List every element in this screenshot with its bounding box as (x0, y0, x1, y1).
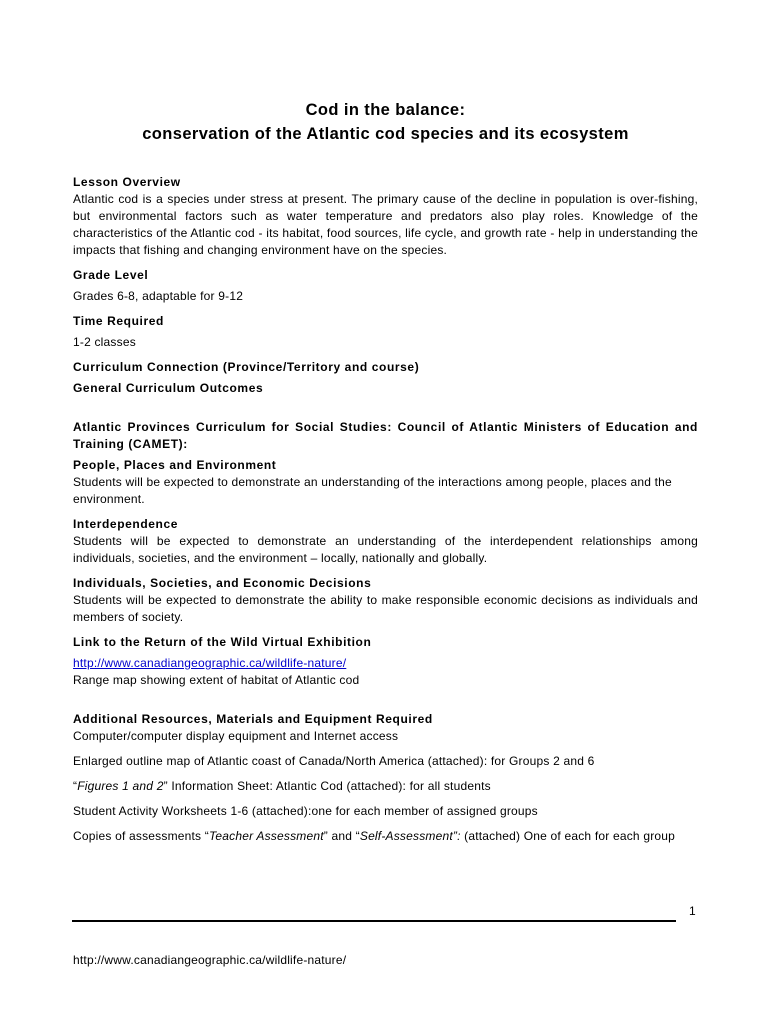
resources-heading: Additional Resources, Materials and Equipment Required (73, 712, 433, 726)
atlantic-curriculum-heading: Atlantic Provinces Curriculum for Social Studies: Council of Atlantic Ministers of Education and Training (CAMET): (73, 420, 698, 451)
time-required-text: 1-2 classes (73, 335, 136, 349)
lesson-overview-text: Atlantic cod is a species under stress at present. The primary cause of the decline in population is over-fishing, but environmental factors such as water temperature and predators also play roles. Knowledge of the characteristics of the Atlantic cod - its habitat, food sources, life cycle, and growth rate - help in understanding the impacts that fishing and changing environment have on the species. (73, 192, 698, 257)
economic-decisions-text: Students will be expected to demonstrate the ability to make responsible economic decisions as individuals and members of society. (73, 593, 698, 624)
footer-divider (72, 920, 676, 922)
page-title: Cod in the balance: (305, 101, 466, 119)
time-required-heading: Time Required (73, 314, 164, 328)
resource-item-2: Enlarged outline map of Atlantic coast of Canada/North America (attached): for Groups 2 and 6 (73, 754, 595, 768)
title-block (73, 98, 698, 146)
resource-item-5: Copies of assessments “Teacher Assessment” and “Self-Assessment”: (attached) One of each for each group (73, 829, 676, 843)
footer-url: http://www.canadiangeographic.ca/wildlife-nature/ (73, 953, 347, 967)
grade-level-text: Grades 6-8, adaptable for 9-12 (73, 289, 244, 303)
interdependence-heading: Interdependence (73, 517, 179, 531)
economic-decisions-heading: Individuals, Societies, and Economic Decisions (73, 576, 372, 590)
link-heading: Link to the Return of the Wild Virtual Exhibition (73, 635, 372, 649)
page-number: 1 (689, 904, 696, 918)
resource-item-4: Student Activity Worksheets 1-6 (attached):one for each member of assigned groups (73, 804, 538, 818)
range-map-caption: Range map showing extent of habitat of Atlantic cod (73, 673, 360, 687)
curriculum-heading: Curriculum Connection (Province/Territory and course) (73, 360, 420, 374)
people-places-heading: People, Places and Environment (73, 458, 277, 472)
people-places-text: Students will be expected to demonstrate an understanding of the interactions among people, places and the environment. (73, 475, 672, 506)
grade-level-heading: Grade Level (73, 268, 149, 282)
interdependence-text: Students will be expected to demonstrate an understanding of the interdependent relationships among individuals, societies, and the environment – locally, nationally and globally. (73, 534, 698, 565)
exhibition-link[interactable]: http://www.canadiangeographic.ca/wildlife-nature/ (73, 656, 347, 670)
lesson-overview-heading: Lesson Overview (73, 175, 181, 189)
page-subtitle: conservation of the Atlantic cod species and its ecosystem (142, 125, 629, 143)
resource-item-3: “Figures 1 and 2” Information Sheet: Atlantic Cod (attached): for all students (73, 779, 491, 793)
document-page (73, 98, 698, 845)
resource-item-1: Computer/computer display equipment and Internet access (73, 729, 399, 743)
general-outcomes-heading: General Curriculum Outcomes (73, 381, 264, 395)
